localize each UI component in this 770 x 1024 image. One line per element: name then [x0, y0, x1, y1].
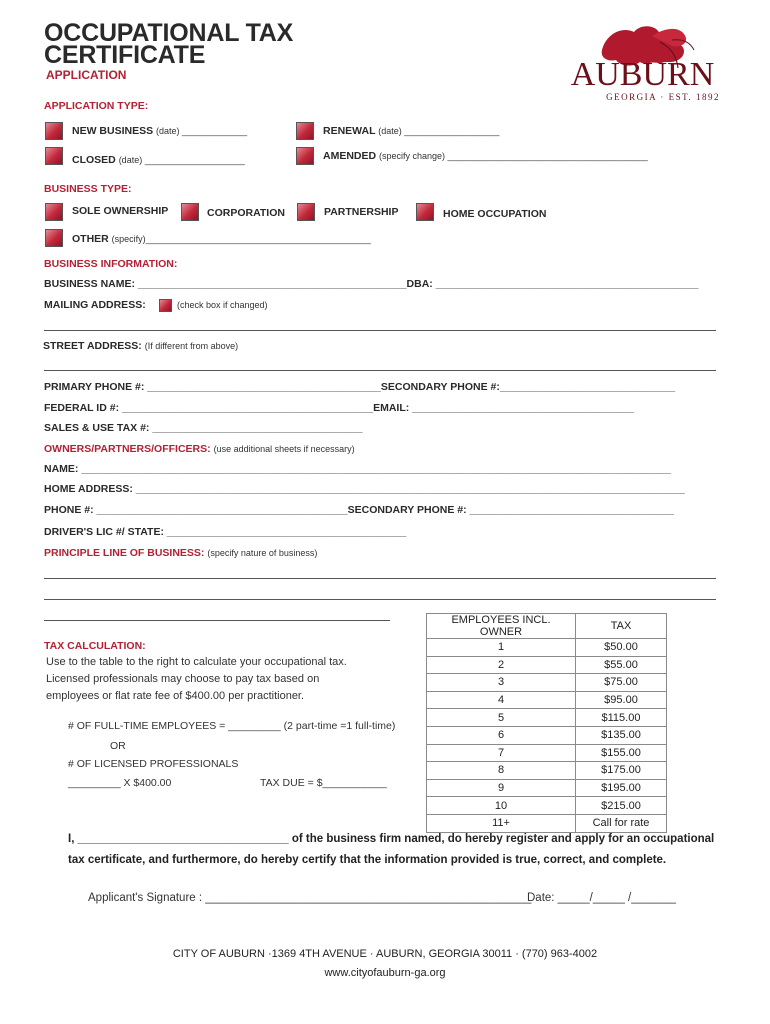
form-title	[44, 19, 294, 69]
renewal-text: RENEWAL	[323, 125, 376, 137]
sole-ownership-checkbox[interactable]	[45, 203, 63, 221]
tax-cell: $95.00	[576, 691, 667, 709]
tax-cell: $195.00	[576, 779, 667, 797]
principle-line-3[interactable]	[44, 620, 390, 621]
mailing-changed-checkbox[interactable]	[159, 299, 172, 312]
application-type-heading: APPLICATION TYPE:	[44, 100, 149, 112]
tax-calc-line-1: Use to the table to the right to calculate your occupational tax.	[46, 656, 347, 668]
owners-heading-note: (use additional sheets if necessary)	[213, 444, 355, 454]
primary-phone-field[interactable]: PRIMARY PHONE #: ________________________________________SECONDARY PHONE #:______________________________	[44, 381, 676, 393]
title-line-2: CERTIFICATE	[44, 41, 206, 69]
renewal-label	[323, 125, 499, 137]
employees-cell: 7	[427, 744, 576, 762]
employees-cell: 1	[427, 639, 576, 657]
new-business-checkbox[interactable]	[45, 122, 63, 140]
employees-cell: 5	[427, 709, 576, 727]
owner-phone-field[interactable]: PHONE #: ___________________________________________SECONDARY PHONE #: ___________________________________	[44, 504, 674, 516]
other-label	[72, 233, 371, 245]
employees-cell: 2	[427, 656, 576, 674]
new-business-date-field[interactable]: (date) _____________	[156, 126, 248, 136]
tax-cell: $215.00	[576, 797, 667, 815]
closed-text: CLOSED	[72, 154, 116, 166]
home-occupation-checkbox[interactable]	[416, 203, 434, 221]
partnership-checkbox[interactable]	[297, 203, 315, 221]
table-row	[427, 762, 667, 780]
full-time-employees-field[interactable]: # OF FULL-TIME EMPLOYEES = _________ (2 part-time =1 full-time)	[68, 720, 396, 732]
amended-checkbox[interactable]	[296, 147, 314, 165]
sole-ownership-label: SOLE OWNERSHIP	[72, 205, 169, 217]
tax-cell: $155.00	[576, 744, 667, 762]
or-label: OR	[110, 740, 126, 752]
table-row	[427, 674, 667, 692]
tax-rate-table	[426, 613, 667, 833]
principle-line-1[interactable]	[44, 578, 716, 579]
employees-cell: 9	[427, 779, 576, 797]
street-address-note: (If different from above)	[144, 341, 239, 351]
mailing-changed-note: (check box if changed)	[177, 300, 268, 310]
applicant-signature-field[interactable]: Applicant's Signature : ___________________________________________________	[88, 892, 532, 904]
owners-heading-text: OWNERS/PARTNERS/OFFICERS:	[44, 443, 211, 455]
principle-heading	[44, 547, 317, 559]
business-type-heading: BUSINESS TYPE:	[44, 183, 132, 195]
title-line-1: OCCUPATIONAL TAX	[44, 19, 294, 47]
table-row	[427, 709, 667, 727]
principle-heading-note: (specify nature of business)	[207, 548, 318, 558]
street-address-line[interactable]	[44, 370, 716, 371]
tax-calc-line-3: employees or flat rate fee of $400.00 per practitioner.	[46, 690, 305, 702]
tax-cell: $55.00	[576, 656, 667, 674]
footer-address: CITY OF AUBURN ·1369 4TH AVENUE · AUBURN, GEORGIA 30011 · (770) 963-4002	[172, 948, 598, 960]
tax-header: TAX	[576, 614, 667, 639]
tax-cell: $50.00	[576, 639, 667, 657]
home-occupation-label: HOME OCCUPATION	[443, 208, 547, 220]
auburn-logo	[560, 20, 725, 105]
new-business-label	[72, 125, 247, 137]
tax-cell: $75.00	[576, 674, 667, 692]
mailing-address-label	[44, 299, 146, 311]
table-row	[427, 779, 667, 797]
street-address-text: STREET ADDRESS:	[43, 340, 142, 352]
owners-heading	[44, 443, 355, 455]
employees-cell: 11+	[427, 814, 576, 832]
corporation-label: CORPORATION	[207, 207, 285, 219]
logo-tagline: GEORGIA · EST. 1892	[606, 92, 720, 102]
federal-id-field[interactable]: FEDERAL ID #: ___________________________________________EMAIL: ______________________________________	[44, 402, 635, 414]
mailing-address-text: MAILING ADDRESS:	[44, 299, 146, 311]
employees-cell: 3	[427, 674, 576, 692]
amended-text: AMENDED	[323, 150, 377, 162]
closed-label	[72, 154, 245, 166]
new-business-text: NEW BUSINESS	[72, 125, 154, 137]
other-checkbox[interactable]	[45, 229, 63, 247]
principle-heading-text: PRINCIPLE LINE OF BUSINESS:	[44, 547, 205, 559]
logo-name: AUBURN	[570, 56, 715, 93]
street-address-label	[43, 340, 238, 352]
employees-cell: 8	[427, 762, 576, 780]
tax-cell: $115.00	[576, 709, 667, 727]
employees-header: EMPLOYEES INCL. OWNER	[427, 614, 576, 639]
table-row	[427, 639, 667, 657]
employees-cell: 10	[427, 797, 576, 815]
owner-home-address-field[interactable]: HOME ADDRESS: ______________________________________________________________________________________________	[44, 483, 685, 495]
footer-website[interactable]: www.cityofauburn-ga.org	[324, 967, 446, 979]
renewal-checkbox[interactable]	[296, 122, 314, 140]
amended-change-field[interactable]: (specify change) ________________________________________	[379, 151, 648, 161]
corporation-checkbox[interactable]	[181, 203, 199, 221]
table-row	[427, 691, 667, 709]
licensed-professionals-label: # OF LICENSED PROFESSIONALS	[68, 758, 239, 770]
amended-label	[323, 150, 648, 162]
renewal-date-field[interactable]: (date) ___________________	[378, 126, 500, 136]
table-row	[427, 797, 667, 815]
employees-cell: 4	[427, 691, 576, 709]
drivers-license-field[interactable]: DRIVER'S LIC #/ STATE: _________________________________________	[44, 526, 407, 538]
table-row	[427, 726, 667, 744]
partnership-label: PARTNERSHIP	[324, 206, 399, 218]
table-header-row	[427, 614, 667, 639]
table-row	[427, 656, 667, 674]
tax-calc-line-2: Licensed professionals may choose to pay tax based on	[46, 673, 320, 685]
certification-statement[interactable]: I, _________________________________ of the business firm named, do hereby register and apply for an occupational tax certificate, and furthermore, do hereby certify that the information provided is true, correct, and complete.	[68, 833, 715, 866]
tax-cell: Call for rate	[576, 814, 667, 832]
other-specify-field[interactable]: (specify)_____________________________________________	[111, 234, 371, 244]
employees-cell: 6	[427, 726, 576, 744]
mailing-address-line[interactable]	[44, 330, 716, 331]
licensed-professionals-field[interactable]: _________ X $400.00	[68, 777, 172, 789]
closed-date-field[interactable]: (date) ____________________	[118, 155, 245, 165]
business-info-heading: BUSINESS INFORMATION:	[44, 258, 178, 270]
principle-line-2[interactable]	[44, 599, 716, 600]
sales-tax-field[interactable]: SALES & USE TAX #: ____________________________________	[44, 422, 363, 434]
tax-calc-heading: TAX CALCULATION:	[44, 640, 146, 652]
signature-date-field[interactable]: Date: _____/_____ /_______	[527, 892, 676, 904]
table-row	[427, 744, 667, 762]
tax-due-field[interactable]: TAX DUE = $___________	[260, 777, 387, 789]
form-subtitle: APPLICATION	[46, 68, 127, 82]
other-text: OTHER	[72, 233, 109, 245]
closed-checkbox[interactable]	[45, 147, 63, 165]
tax-cell: $175.00	[576, 762, 667, 780]
business-name-field[interactable]: BUSINESS NAME: ______________________________________________DBA: _____________________________________________	[44, 278, 699, 290]
tax-cell: $135.00	[576, 726, 667, 744]
owner-name-field[interactable]: NAME: _____________________________________________________________________________________________________	[44, 463, 672, 475]
